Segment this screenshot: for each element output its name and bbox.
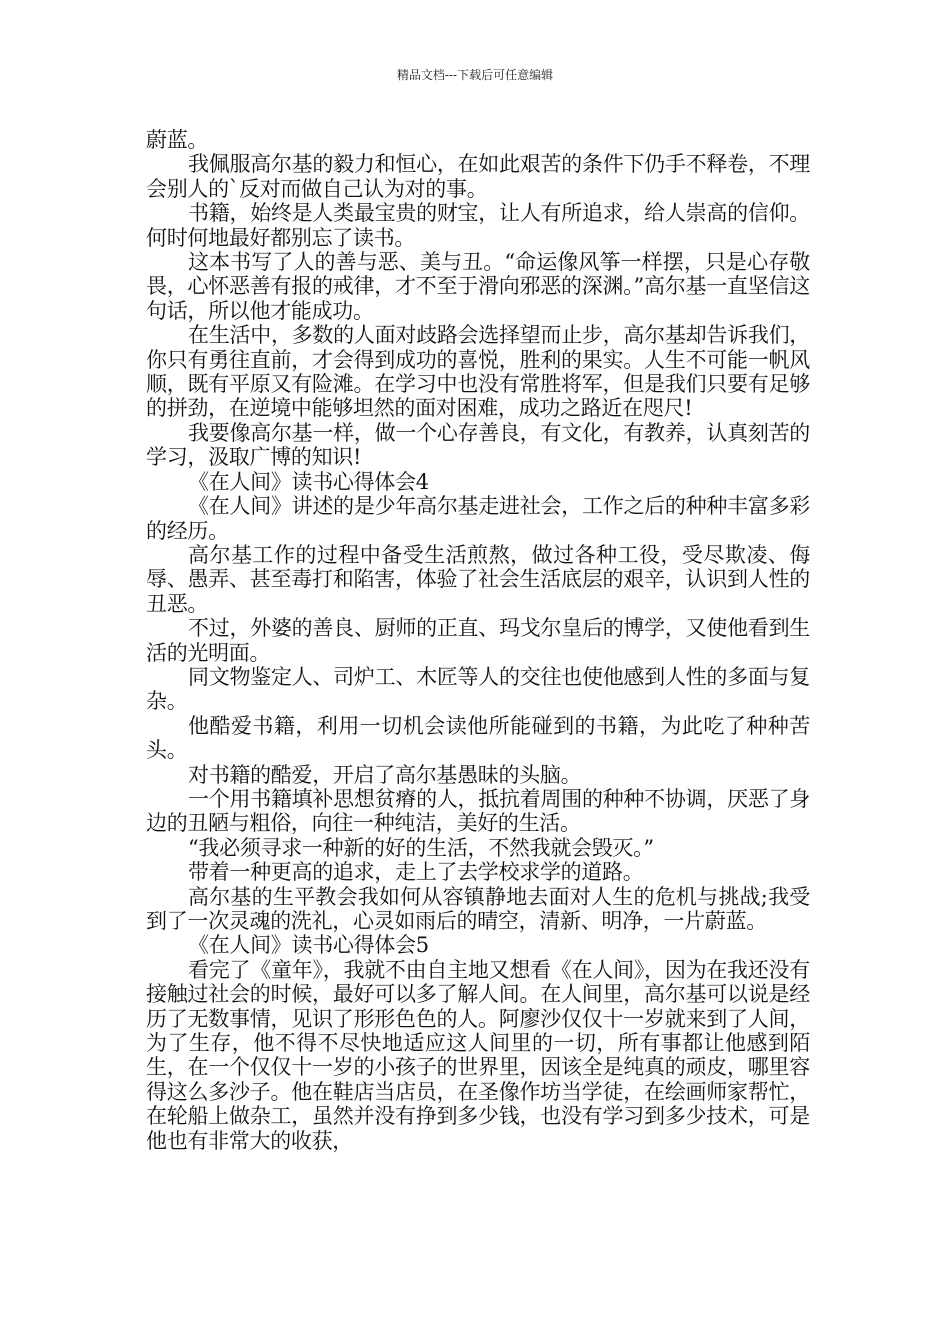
paragraph: 不过，外婆的善良、厨师的正直、玛戈尔皇后的博学，又使他看到生活的光明面。 (146, 616, 810, 665)
document-body (146, 128, 810, 1153)
paragraph: 对书籍的酷爱，开启了高尔基愚昧的头脑。 (188, 762, 582, 787)
paragraph: 看完了《童年》，我就不由自主地又想看《在人间》，因为在我还没有接触过社会的时候，最好可以多了解人间。在人间里，高尔基可以说是经历了无数事情，见识了形形色色的人。阿廖沙仅仅十一岁就来到了人间，为了生存，他不得不尽快地适应这人间里的一切，所有事都让他感到陌生，在一个仅仅十一岁的小孩子的世界里，因该全是纯真的顽皮，哪里容得这么多沙子。他在鞋店当店员，在圣像作坊当学徒，在绘画师家帮忙，在轮船上做杂工，虽然并没有挣到多少钱，也没有学习到多少技术，可是他也有非常大的收获， (146, 957, 810, 1153)
paragraph: 他酷爱书籍，利用一切机会读他所能碰到的书籍，为此吃了种种苦头。 (146, 713, 810, 763)
paragraph: 在生活中，多数的人面对歧路会选择望而止步，高尔基却告诉我们，你只有勇往直前，才会得到成功的喜悦，胜利的果实。人生不可能一帆风顺，既有平原又有险滩。在学习中也没有常胜将军，但是我们只要有足够的拼劲，在逆境中能够坦然的面对困难，成功之路近在咫尺! (146, 323, 810, 421)
paragraph: 这本书写了人的善与恶、美与丑。“命运像风筝一样摆，只是心存敬畏，心怀恶善有报的戒律，才不至于滑向邪恶的深渊。”高尔基一直坚信这句话，所以他才能成功。 (146, 250, 810, 323)
paragraph: 我要像高尔基一样，做一个心存善良，有文化，有教养，认真刻苦的学习，汲取广博的知识! (146, 420, 810, 470)
paragraph: 我佩服高尔基的毅力和恒心，在如此艰苦的条件下仍手不释卷，不理会别人的`反对而做自己认为对的事。 (146, 152, 810, 201)
paragraph: 高尔基的生平教会我如何从容镇静地去面对人生的危机与挑战;我受到了一次灵魂的洗礼，心灵如雨后的晴空，清新、明净，一片蔚蓝。 (146, 884, 810, 933)
paragraph: 高尔基工作的过程中备受生活煎熬，做过各种工役，受尽欺凌、侮辱、愚弄、甚至毒打和陷害，体验了社会生活底层的艰辛，认识到人性的丑恶。 (146, 542, 810, 616)
paragraph: 一个用书籍填补思想贫瘠的人，抵抗着周围的种种不协调，厌恶了身边的丑陋与粗俗，向往一种纯洁，美好的生活。 (146, 786, 810, 836)
section-heading: 《在人间》读书心得体会5 (188, 933, 429, 958)
page-header: 精品文档---下载后可任意编辑 (396, 68, 554, 82)
paragraph: 同文物鉴定人、司炉工、木匠等人的交往也使他感到人性的多面与复杂。 (146, 664, 810, 714)
paragraph: 带着一种更高的追求，走上了去学校求学的道路。 (188, 860, 644, 885)
paragraph: 蔚蓝。 (146, 128, 209, 152)
paragraph: 《在人间》讲述的是少年高尔基走进社会，工作之后的种种丰富多彩的经历。 (146, 494, 810, 543)
section-heading: 《在人间》读书心得体会4 (188, 469, 429, 494)
quote-paragraph: “我必须寻求一种新的好的生活，不然我就会毁灭。” (188, 835, 654, 860)
paragraph: 书籍，始终是人类最宝贵的财宝，让人有所追求，给人崇高的信仰。何时何地最好都别忘了读书。 (146, 201, 810, 250)
